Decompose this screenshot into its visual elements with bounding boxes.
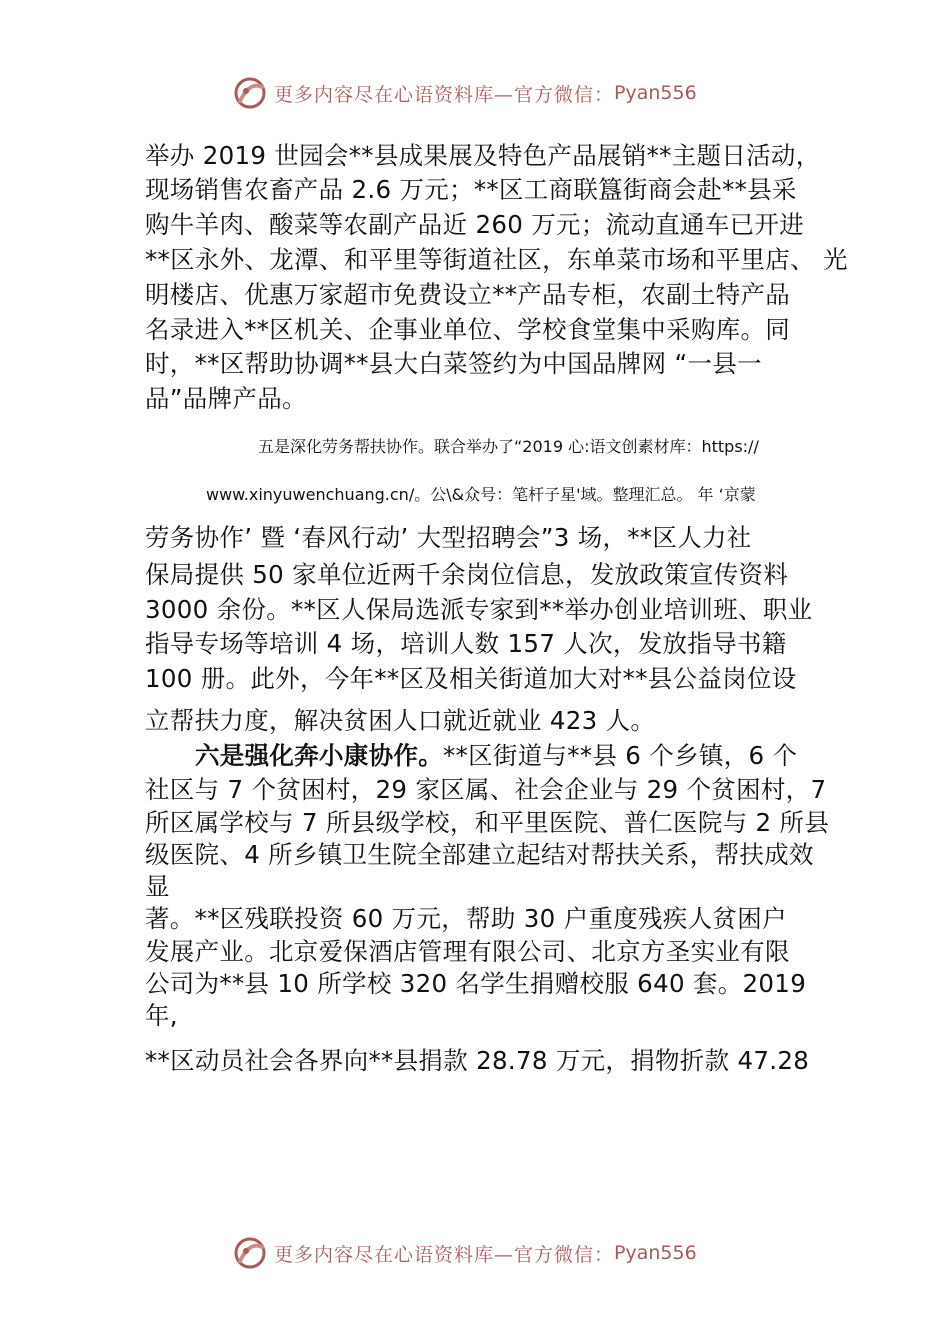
text-line: **区永外、龙潭、和平里等街道社区，东单菜市场和平里店、 光 bbox=[145, 245, 848, 274]
text-line: 劳务协作’ 暨 ‘春风行动’ 大型招聘会”3 场，**区人力社 bbox=[145, 523, 752, 552]
text-line: 100 册。此外，今年**区及相关街道加大对**县公益岗位设 bbox=[145, 664, 797, 693]
brand-logo-icon bbox=[232, 75, 268, 111]
watermark-text: 更多内容尽在心语资料库—官方微信： bbox=[274, 83, 615, 106]
watermark-text: 更多内容尽在心语资料库—官方微信： bbox=[274, 1243, 615, 1266]
text-line: 立帮扶力度，解决贫困人口就近就业 423 人。 bbox=[145, 706, 656, 735]
text-line: 所区属学校与 7 所县级学校，和平里医院、普仁医院与 2 所县 bbox=[145, 808, 830, 837]
header-watermark bbox=[232, 73, 697, 113]
inserted-note-line: www.xinyuwenchuang.cn/。公\&众号：笔杆子星'域。整理汇总。 年 ‘京蒙 bbox=[206, 485, 756, 504]
text-line: 举办 2019 世园会**县成果展及特色产品展销**主题日活动， bbox=[145, 141, 821, 170]
text-line: 级医院、4 所乡镇卫生院全部建立起结对帮扶关系，帮扶成效 bbox=[145, 840, 814, 869]
text-run: **区街道与**县 6 个乡镇，6 个 bbox=[443, 741, 798, 770]
text-line bbox=[195, 741, 797, 771]
text-line: 指导专场等培训 4 场，培训人数 157 人次，发放指导书籍 bbox=[145, 629, 787, 658]
text-line: 3000 余份。**区人保局选派专家到**举办创业培训班、职业 bbox=[145, 595, 813, 624]
section-heading: 六是强化奔小康协作。 bbox=[195, 741, 443, 770]
text-line: 名录进入**区机关、企事业单位、学校食堂集中采购库。同 bbox=[145, 315, 791, 344]
brand-logo-icon bbox=[232, 1235, 268, 1271]
text-line: 显 bbox=[145, 872, 170, 901]
text-line: 现场销售农畜产品 2.6 万元；**区工商联簋街商会赴**县采 bbox=[145, 175, 797, 204]
footer-watermark bbox=[232, 1233, 697, 1273]
text-line: 明楼店、优惠万家超市免费设立**产品专柜，农副土特产品 bbox=[145, 280, 791, 309]
text-line: 著。**区残联投资 60 万元，帮助 30 户重度残疾人贫困户 bbox=[145, 904, 787, 933]
text-line: **区动员社会各界向**县捐款 28.78 万元，捐物折款 47.28 bbox=[145, 1046, 810, 1075]
text-line: 品”品牌产品。 bbox=[145, 384, 307, 413]
text-line: 社区与 7 个贫困村，29 家区属、社会企业与 29 个贫困村，7 bbox=[145, 775, 827, 804]
watermark-handle: Pyan556 bbox=[614, 82, 697, 104]
text-line: 购牛羊肉、酸菜等农副产品近 260 万元；流动直通车已开进 bbox=[145, 210, 805, 239]
text-line: 年, bbox=[145, 1001, 178, 1030]
text-line: 发展产业。北京爱保酒店管理有限公司、北京方圣实业有限 bbox=[145, 937, 790, 966]
inserted-note-line: 五是深化劳务帮扶协作。联合举办了“2019 心:语文创素材库：https:// bbox=[258, 437, 759, 456]
text-line: 公司为**县 10 所学校 320 名学生捐赠校服 640 套。2019 bbox=[145, 969, 807, 998]
text-line: 保局提供 50 家单位近两千余岗位信息，发放政策宣传资料 bbox=[145, 560, 789, 589]
text-line: 时，**区帮助协调**县大白菜签约为中国品牌网 “一县一 bbox=[145, 349, 762, 378]
watermark-handle: Pyan556 bbox=[614, 1242, 697, 1264]
